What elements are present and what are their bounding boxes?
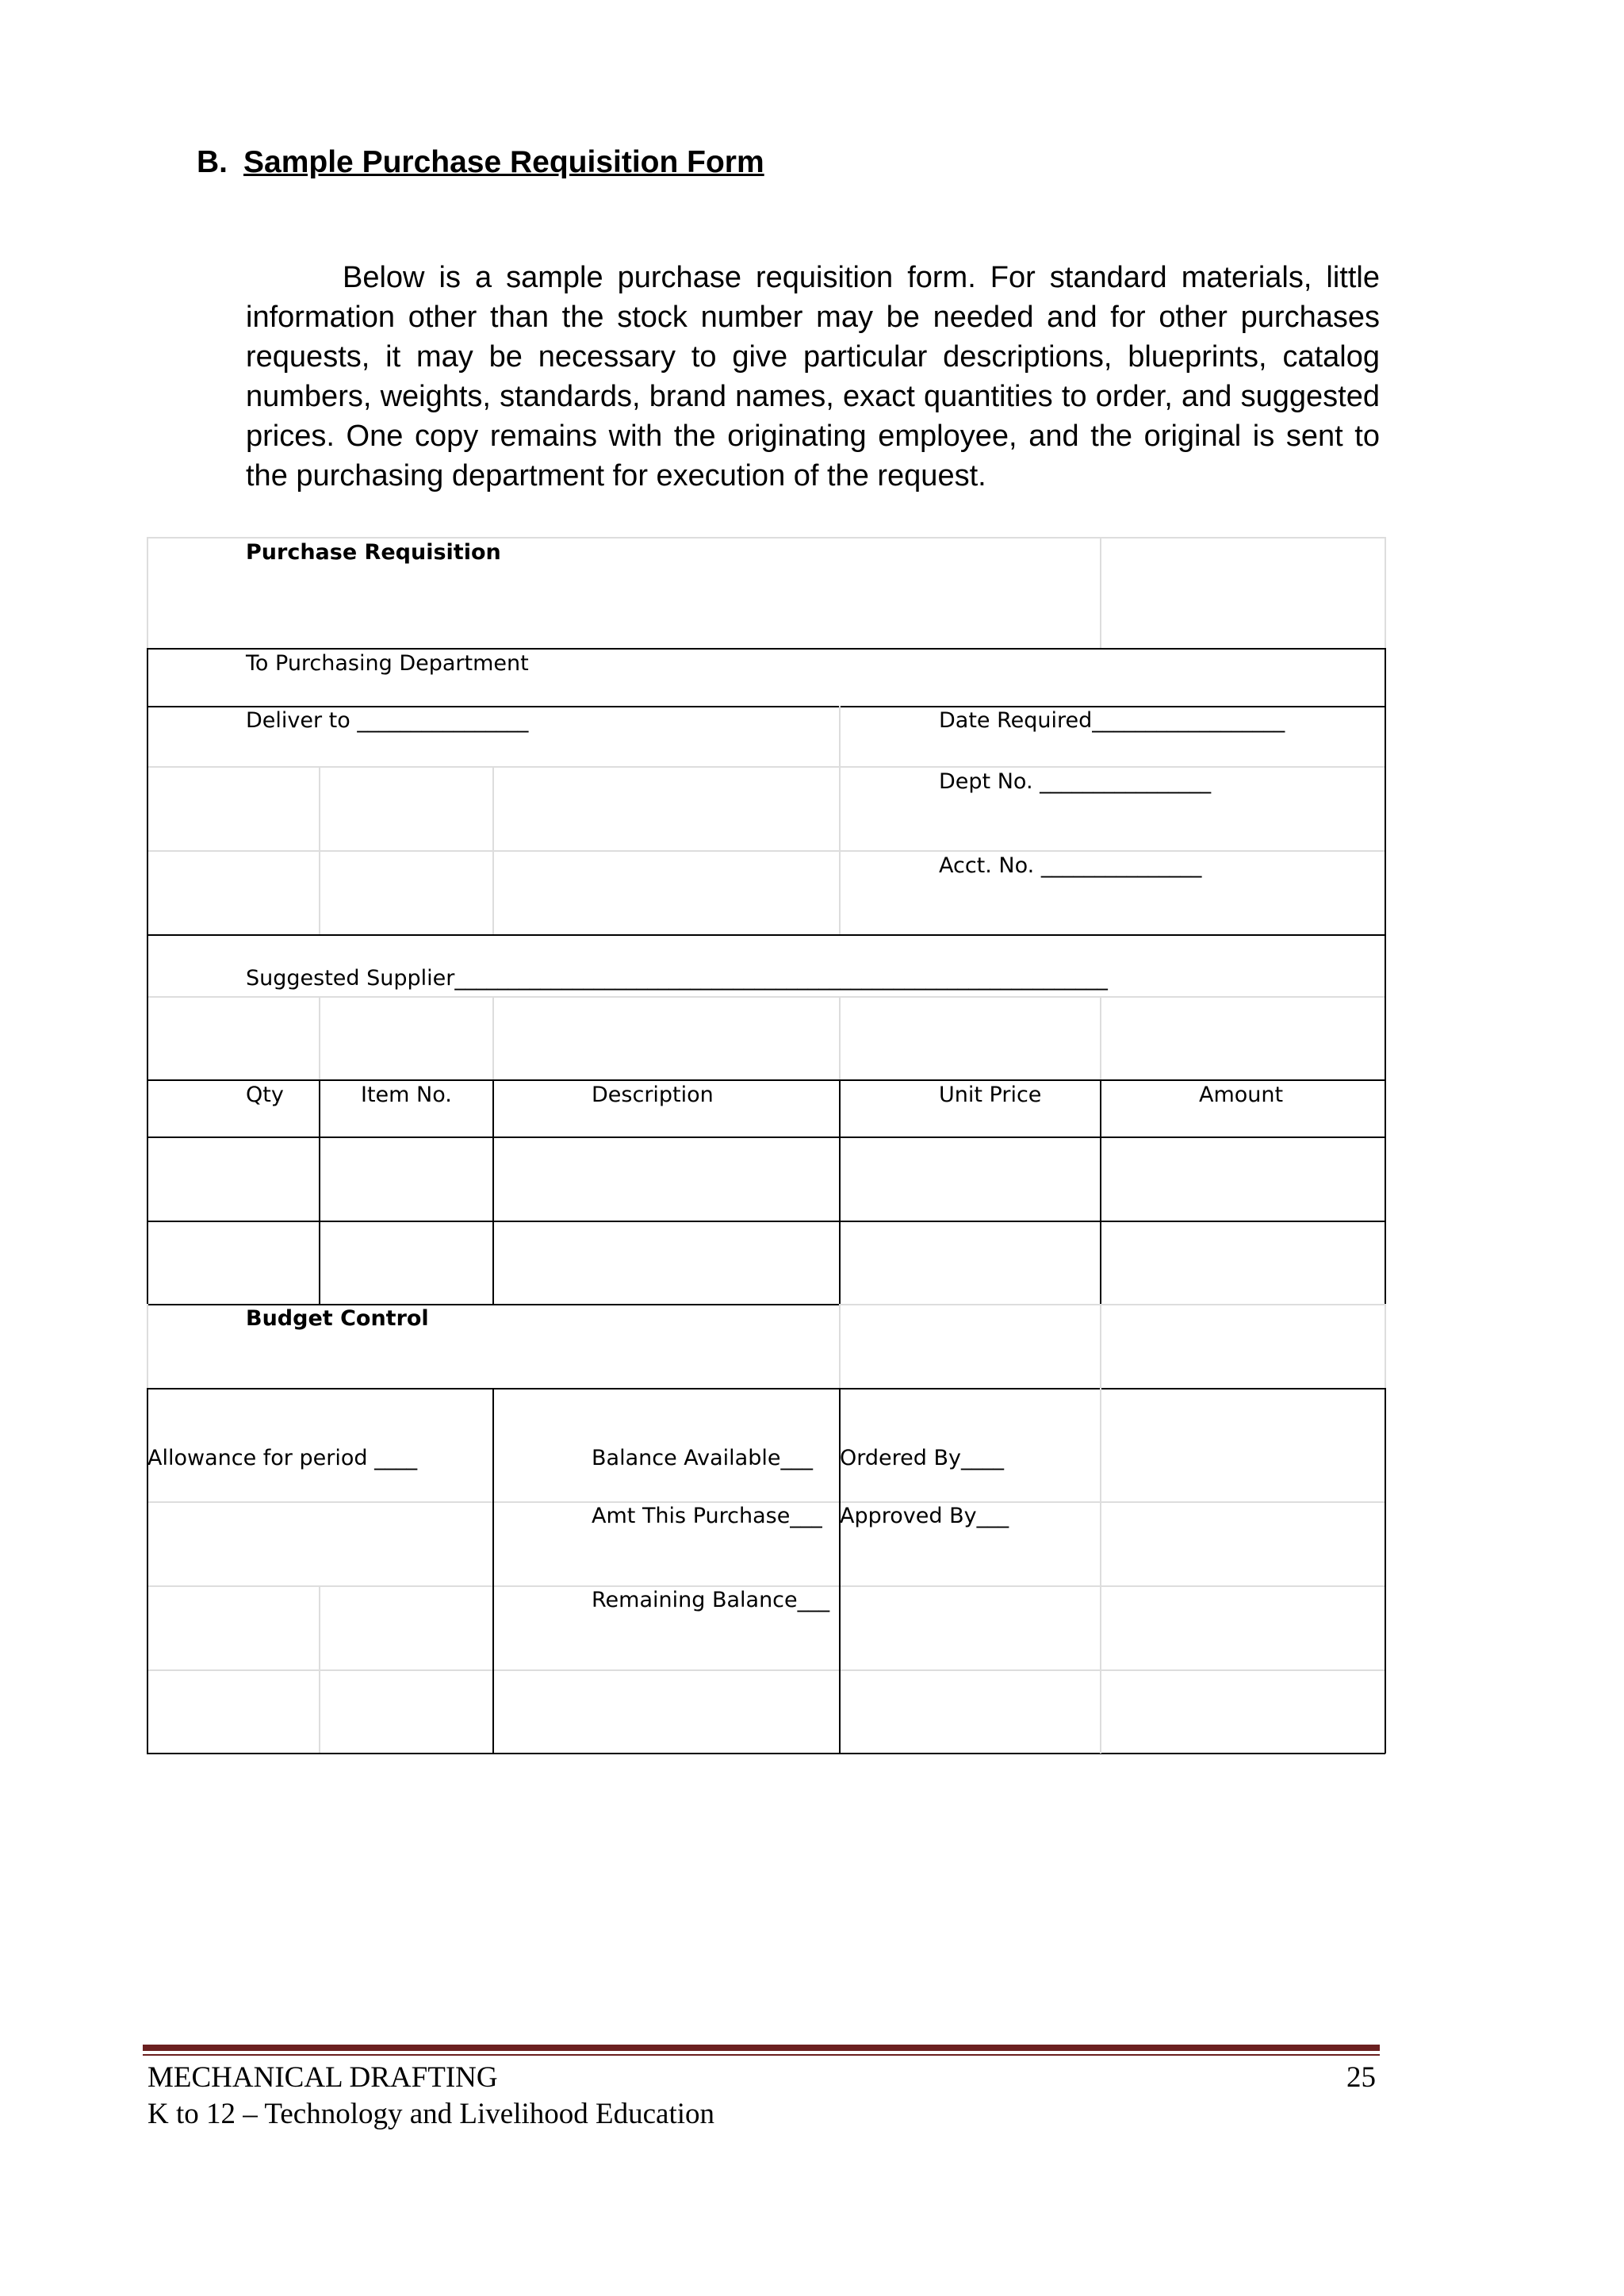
grid-line: [1100, 1388, 1101, 1754]
amt-this-purchase-field[interactable]: Amt This Purchase___: [592, 1504, 822, 1528]
remaining-balance-field[interactable]: Remaining Balance___: [592, 1588, 830, 1612]
grid-line: [147, 1388, 1385, 1389]
grid-line: [839, 1079, 841, 1304]
grid-line: [1100, 1079, 1101, 1304]
grid-line: [839, 1388, 841, 1754]
grid-line: [319, 1585, 320, 1753]
grid-line: [147, 1388, 148, 1754]
grid-line: [147, 1753, 1385, 1754]
form-left-border-top: [147, 537, 148, 648]
grid-line: [492, 1079, 494, 1304]
grid-line: [1100, 1304, 1101, 1388]
column-header-unit-price: Unit Price: [939, 1083, 1042, 1107]
grid-line: [147, 996, 1385, 998]
ordered-by-field[interactable]: Ordered By____: [840, 1446, 1004, 1470]
suggested-supplier-field[interactable]: Suggested Supplier_____________________________________________________________: [246, 966, 1108, 991]
grid-line: [839, 996, 841, 1079]
grid-line: [147, 1221, 1385, 1222]
grid-line: [839, 1304, 841, 1388]
grid-line: [492, 996, 494, 1079]
intro-text: Below is a sample purchase requisition form. For standard materials, little information other than the stock number may be needed and for other purchases requests, it may be necessary to give particular descriptions, blueprints, catalog numbers, weights, standards, brand names, exact quantities to order, and suggested prices. One copy remains with the originating employee, and the original is sent to the purchasing department for execution of the request.: [246, 261, 1380, 493]
grid-line: [147, 1585, 1385, 1587]
column-header-description: Description: [592, 1083, 714, 1107]
column-header-amount: Amount: [1199, 1083, 1284, 1107]
grid-line: [147, 1669, 1385, 1671]
grid-line: [839, 1304, 1385, 1305]
page-number: 25: [1346, 2061, 1376, 2094]
form-header-divider: [1100, 537, 1101, 648]
grid-line: [1385, 1304, 1386, 1388]
deliver-to-field[interactable]: Deliver to ________________: [246, 708, 529, 733]
footer-rule-thin: [143, 2054, 1380, 2056]
grid-line: [147, 706, 1385, 707]
grid-line: [147, 850, 1385, 852]
grid-line: [1100, 996, 1101, 1079]
grid-line: [147, 648, 1385, 650]
form-right-border-top: [1385, 537, 1386, 648]
footer-subtitle: K to 12 – Technology and Livelihood Education: [147, 2098, 715, 2130]
approved-by-field[interactable]: Approved By___: [840, 1504, 1009, 1528]
grid-line: [147, 766, 1385, 768]
dept-no-field[interactable]: Dept No. ________________: [939, 769, 1212, 794]
balance-available-field[interactable]: Balance Available___: [592, 1446, 813, 1470]
footer-rule: [143, 2045, 1380, 2051]
grid-line: [147, 1079, 1385, 1081]
grid-line: [147, 1304, 148, 1388]
column-header-qty: Qty: [246, 1083, 284, 1107]
to-department: To Purchasing Department: [246, 651, 529, 676]
acct-no-field[interactable]: Acct. No. _______________: [939, 853, 1202, 878]
grid-line: [147, 934, 1385, 936]
grid-line: [147, 1501, 1385, 1503]
section-letter: B.: [197, 145, 228, 179]
section-heading: [197, 145, 764, 180]
grid-line: [319, 1079, 320, 1304]
grid-line: [147, 648, 148, 1305]
grid-line: [319, 766, 320, 934]
column-header-item-no: Item No.: [361, 1083, 452, 1107]
grid-line: [1385, 648, 1386, 1305]
grid-line: [147, 1137, 1385, 1138]
section-title: Sample Purchase Requisition Form: [243, 145, 764, 179]
grid-line: [319, 996, 320, 1079]
grid-line: [492, 1388, 494, 1754]
grid-line: [492, 766, 494, 934]
grid-line: [839, 706, 841, 934]
grid-line: [1385, 1388, 1386, 1754]
allowance-field[interactable]: Allowance for period ____: [147, 1446, 418, 1470]
date-required-field[interactable]: Date Required__________________: [939, 708, 1285, 733]
form-top-border: [147, 537, 1385, 539]
intro-paragraph: [246, 258, 1380, 496]
footer-title: MECHANICAL DRAFTING: [147, 2061, 498, 2094]
form-title: Purchase Requisition: [246, 540, 501, 565]
budget-control-heading: Budget Control: [246, 1306, 429, 1331]
